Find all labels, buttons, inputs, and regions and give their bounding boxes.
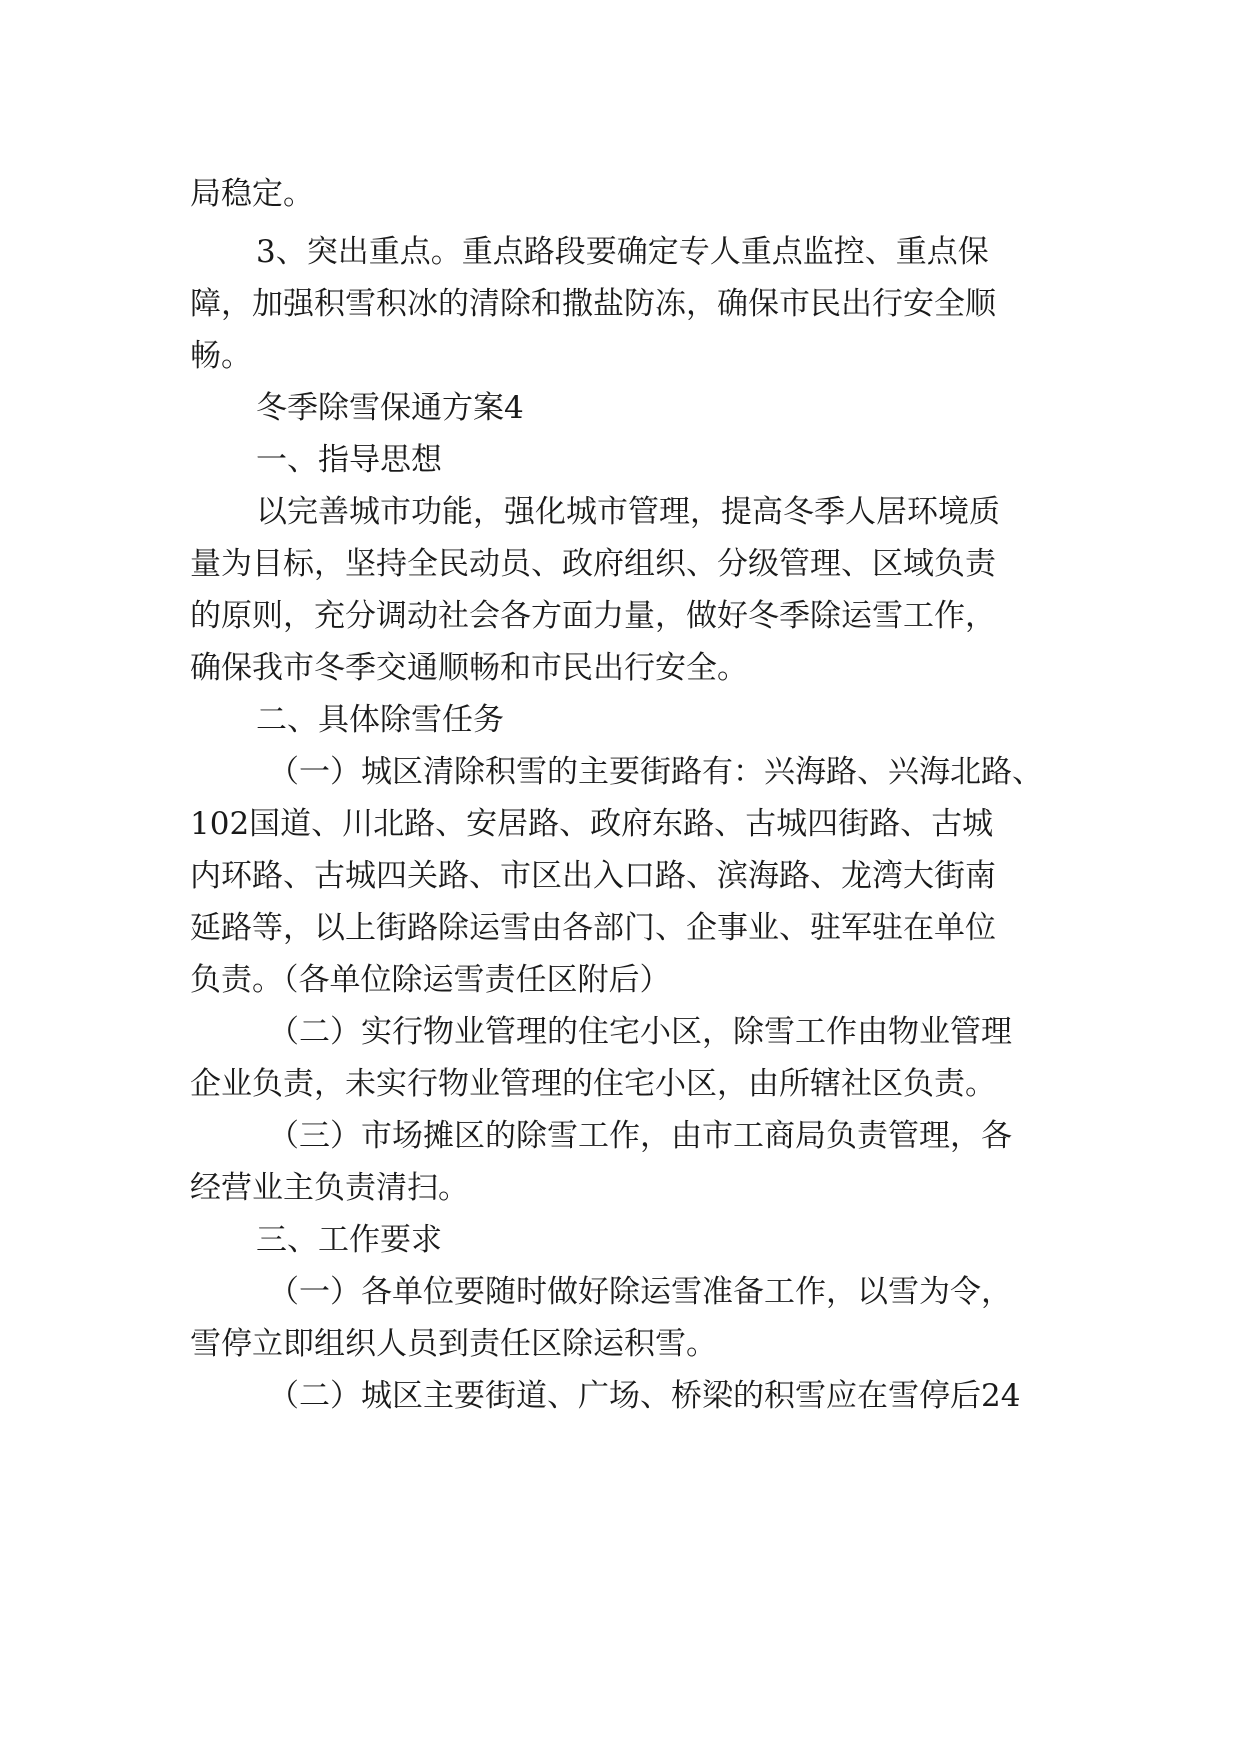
body-line: 以完善城市功能，强化城市管理，提高冬季人居环境质	[256, 494, 1000, 530]
body-line: 雪停立即组织人员到责任区除运积雪。	[190, 1326, 717, 1362]
body-line: 确保我市冬季交通顺畅和市民出行安全。	[190, 650, 748, 686]
body-line: 企业负责，未实行物业管理的住宅小区，由所辖社区负责。	[190, 1066, 996, 1102]
body-line: 量为目标，坚持全民动员、政府组织、分级管理、区域负责	[190, 546, 996, 582]
body-line: 延路等，以上街路除运雪由各部门、企事业、驻军驻在单位	[190, 910, 996, 946]
body-line: 102国道、川北路、安居路、政府东路、古城四街路、古城	[190, 806, 994, 842]
section-title: 冬季除雪保通方案4	[256, 390, 524, 426]
body-line: 局稳定。	[190, 176, 314, 212]
body-line: （一）各单位要随时做好除运雪准备工作，以雪为令，	[268, 1274, 1012, 1310]
section-heading: 一、指导思想	[256, 442, 442, 478]
body-line: （一）城区清除积雪的主要街路有：兴海路、兴海北路、	[268, 754, 1043, 790]
section-heading: 三、工作要求	[256, 1222, 442, 1258]
body-line: （二）城区主要街道、广场、桥梁的积雪应在雪停后24	[268, 1378, 1021, 1414]
body-line: 畅。	[190, 338, 252, 374]
body-line: 3、突出重点。重点路段要确定专人重点监控、重点保	[256, 234, 989, 270]
body-line: 障，加强积雪积冰的清除和撒盐防冻，确保市民出行安全顺	[190, 286, 996, 322]
body-line: （三）市场摊区的除雪工作，由市工商局负责管理，各	[268, 1118, 1012, 1154]
body-line: 的原则，充分调动社会各方面力量，做好冬季除运雪工作，	[190, 598, 996, 634]
section-heading: 二、具体除雪任务	[256, 702, 504, 738]
body-line: 内环路、古城四关路、市区出入口路、滨海路、龙湾大街南	[190, 858, 996, 894]
body-line: （二）实行物业管理的住宅小区，除雪工作由物业管理	[268, 1014, 1012, 1050]
body-line: 负责。（各单位除运雪责任区附后）	[190, 962, 671, 998]
body-line: 经营业主负责清扫。	[190, 1170, 469, 1206]
